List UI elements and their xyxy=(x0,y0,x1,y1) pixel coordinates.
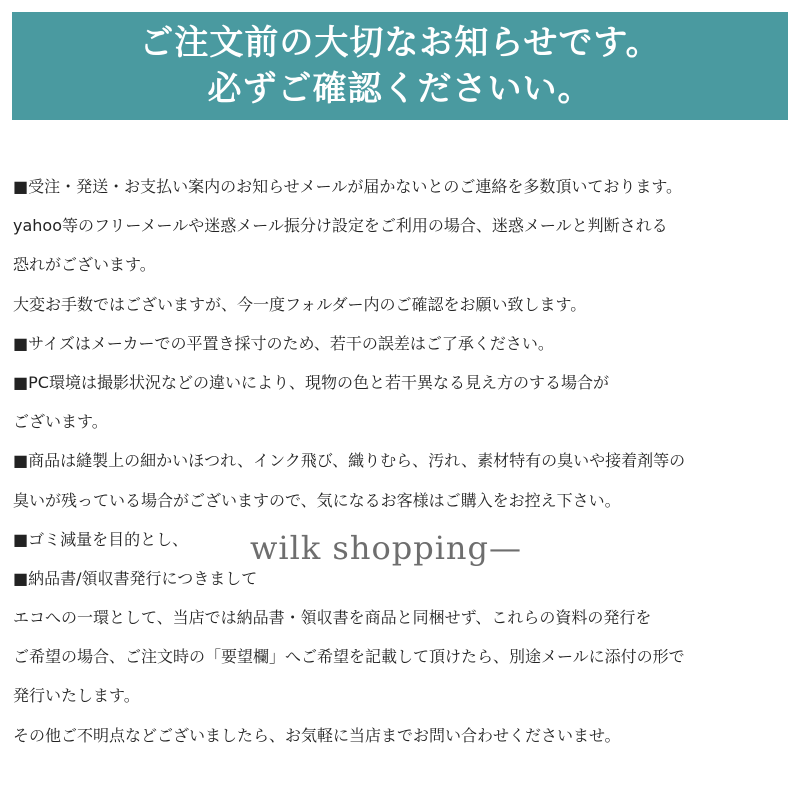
notice-line: ございます。 xyxy=(13,412,108,432)
banner-title-line-1: ご注文前の大切なお知らせです。 xyxy=(139,23,661,63)
banner-title-line-2: 必ずご確認くださいい。 xyxy=(207,69,593,109)
notice-line: ■ゴミ減量を目的とし、 xyxy=(13,529,189,549)
notice-line: エコへの一環として、当店では納品書・領収書を商品と同梱せず、これらの資料の発行を xyxy=(13,608,652,628)
notice-line: ■サイズはメーカーでの平置き採寸のため、若干の誤差はご了承ください。 xyxy=(13,333,554,353)
notice-line: 臭いが残っている場合がございますので、気になるお客様はご購入をお控え下さい。 xyxy=(13,490,621,510)
notice-line: 大変お手数ではございますが、今一度フォルダー内のご確認をお願い致します。 xyxy=(13,294,587,314)
notice-line: 恐れがございます。 xyxy=(13,255,156,275)
notice-line: ご希望の場合、ご注文時の「要望欄」へご希望を記載して頂けたら、別途メールに添付の形で xyxy=(13,647,685,667)
notice-line: ■PC環境は撮影状況などの違いにより、現物の色と若干異なる見え方のする場合が xyxy=(13,372,609,392)
notice-line: ■納品書/領収書発行につきまして xyxy=(13,568,258,588)
notice-line: yahoo等のフリーメールや迷惑メール振分け設定をご利用の場合、迷惑メールと判断される xyxy=(13,216,668,236)
notice-banner xyxy=(12,12,788,120)
notice-line: ■受注・発送・お支払い案内のお知らせメールが届かないとのご連絡を多数頂いております。 xyxy=(13,177,683,196)
shop-watermark: wilk shopping— xyxy=(250,529,523,567)
notice-line: 発行いたします。 xyxy=(13,686,140,706)
notice-line: その他ご不明点などございましたら、お気軽に当店までお問い合わせくださいませ。 xyxy=(13,725,621,745)
notice-body xyxy=(13,167,788,755)
notice-line: ■商品は縫製上の細かいほつれ、インク飛び、織りむら、汚れ、素材特有の臭いや接着剤等の xyxy=(13,451,686,471)
